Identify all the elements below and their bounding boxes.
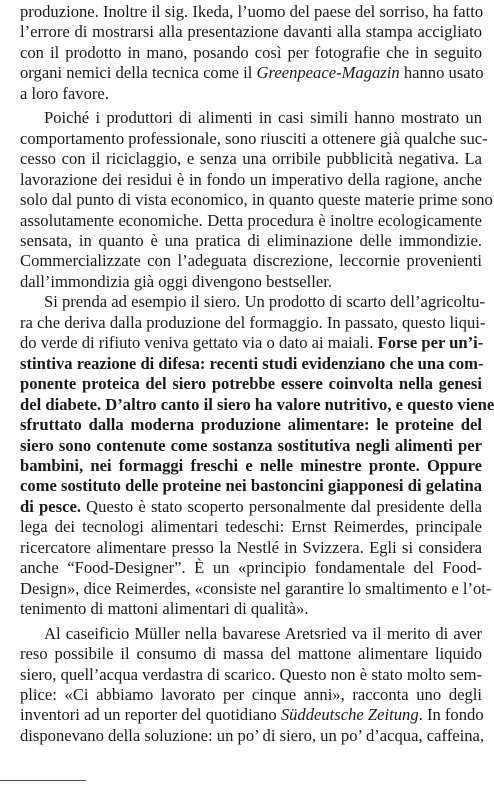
- text-run: sensata, in quanto è una pratica di eliminazione delle immondizie.: [20, 230, 482, 250]
- bold-run: bambini, nei formaggi freschi e nelle minestre pronte. Oppure: [20, 455, 482, 475]
- text-line: [20, 149, 482, 169]
- text-line: [20, 22, 482, 42]
- text-line: [20, 436, 482, 456]
- text-line: [20, 415, 482, 435]
- text-line: [20, 497, 482, 517]
- text-line: [20, 624, 482, 644]
- bold-run: stintiva reazione di difesa: recenti studi evidenziano che una com-: [20, 353, 484, 373]
- text-run: comportamento professionale, sono riusciti a ottenere già qualche suc-: [20, 128, 488, 148]
- text-run: ra che deriva dalla produzione del formaggio. In passato, questo liqui-: [20, 312, 486, 332]
- paragraph-2: [20, 108, 493, 292]
- bold-run: sfruttato dalla moderna produzione alimentare: le proteine del: [20, 415, 482, 435]
- text-run: lega dei tecnologi alimentari tedeschi: Ernst Reimerdes, principale: [20, 517, 482, 537]
- text-line: [20, 578, 492, 599]
- newspaper-title: Süddeutsche Zeitung: [280, 705, 419, 725]
- text-line: [20, 517, 482, 537]
- document-page: [20, 2, 494, 746]
- text-line: [20, 374, 482, 394]
- text-line: [20, 644, 482, 664]
- text-line: [20, 476, 482, 496]
- text-run: reso possibile il consumo di massa del mattone alimentare liquido: [20, 644, 482, 664]
- text-run: hanno usato: [399, 63, 484, 83]
- text-run: produzione. Inoltre il sig. Ikeda, l’uomo del paese del sorriso, ha fatto: [20, 2, 484, 21]
- text-line: [20, 2, 482, 22]
- text-run: Commercializzate con l’adeguata discrezione, leccornie provenienti: [20, 251, 482, 271]
- text-run: assolutamente economiche. Detta procedura è inoltre ecologicamente: [20, 210, 482, 230]
- text-line: [20, 333, 482, 353]
- text-run: tenimento di mattoni alimentari di qualità».: [20, 599, 309, 619]
- text-line: [20, 43, 482, 63]
- text-line: [20, 705, 482, 725]
- bold-run: come sostituto delle proteine nei bastoncini giapponesi di gelatina: [20, 476, 482, 496]
- text-line: [20, 190, 493, 210]
- text-run: inventori ad un reporter del quotidiano: [20, 705, 281, 725]
- text-run: lavorazione dei residui è in fondo un imperativo della ragione, anche: [20, 169, 482, 189]
- text-line: [20, 665, 482, 685]
- text-line: [20, 725, 485, 746]
- text-line: [20, 354, 482, 374]
- text-run: Design», dice Reimerdes, «consiste nel garantire lo smaltimento e l’ot-: [20, 578, 492, 598]
- text-run: dall’immondizia già oggi divengono bestseller.: [20, 271, 332, 291]
- text-line: [20, 170, 482, 190]
- text-line: [20, 558, 482, 578]
- text-run: con il prodotto in mano, posando così per fotografie che in seguito: [20, 42, 482, 62]
- text-line: [20, 312, 486, 333]
- text-run: Poiché i produttori di alimenti in casi simili hanno mostrato un: [44, 108, 482, 128]
- text-run: a loro favore.: [20, 83, 109, 103]
- text-line: [20, 272, 482, 292]
- text-run: siero, quell’acqua verdastra di scarico. Questo non è stato molto sem-: [20, 664, 482, 684]
- text-run: anche “Food-Designer”. È un «principio fondamentale del Food-: [20, 558, 482, 578]
- text-line: [20, 394, 494, 415]
- text-line: [20, 538, 482, 558]
- magazine-title: Greenpeace-Magazin: [256, 63, 400, 83]
- paragraph-1: [20, 2, 482, 104]
- text-run: Questo è stato scoperto personalmente dal presidente della: [80, 496, 483, 516]
- text-line: [20, 251, 482, 271]
- bold-run: del diabete. D’altro canto il siero ha valore nutritivo, e questo viene: [20, 394, 494, 414]
- bold-run: siero sono contenute come sostanza sostitutiva negli alimenti per: [20, 435, 482, 455]
- bold-run: di pesce.: [20, 496, 81, 516]
- footnote-rule: [0, 780, 86, 781]
- text-line: [20, 456, 482, 476]
- text-line: [20, 84, 482, 104]
- text-line: [20, 599, 482, 619]
- text-run: organi nemici della tecnica come il: [20, 63, 257, 83]
- text-run: plice: «Ci abbiamo lavorato per cinque anni», racconta uno degli: [20, 684, 482, 704]
- text-line: [20, 63, 482, 83]
- text-line: [20, 108, 482, 128]
- text-run: Si prenda ad esempio il siero. Un prodotto di scarto dell’agricoltu-: [44, 292, 486, 312]
- text-line: [20, 231, 482, 251]
- text-run: . In fondo: [418, 705, 484, 725]
- text-line: [20, 685, 482, 705]
- bold-run: ponente proteica del siero potrebbe essere coinvolta nella genesi: [20, 374, 482, 394]
- bold-run: Forse per un’i-: [377, 333, 484, 353]
- text-run: Al caseificio Müller nella bavarese Aretsried va il merito di aver: [44, 623, 482, 643]
- text-run: disponevano della soluzione: un po’ di siero, un po’ d’acqua, caffeina,: [20, 725, 485, 745]
- text-run: l’errore di mostrarsi alla presentazione davanti alla stampa accigliato: [20, 22, 482, 42]
- paragraph-3: [20, 292, 494, 619]
- text-run: solo dal punto di vista economico, in quanto queste materie prime sono: [20, 190, 493, 210]
- text-line: [20, 292, 486, 312]
- text-run: do verde di rifiuto veniva gettato via o dato ai maiali.: [20, 333, 378, 353]
- text-run: ricercatore alimentare presso la Nestlé in Svizzera. Egli si considera: [20, 537, 482, 557]
- text-line: [20, 211, 482, 231]
- text-line: [20, 128, 488, 149]
- paragraph-4: [20, 623, 485, 747]
- text-run: cesso con il riciclaggio, e senza una orribile pubblicità negativa. La: [20, 149, 482, 169]
